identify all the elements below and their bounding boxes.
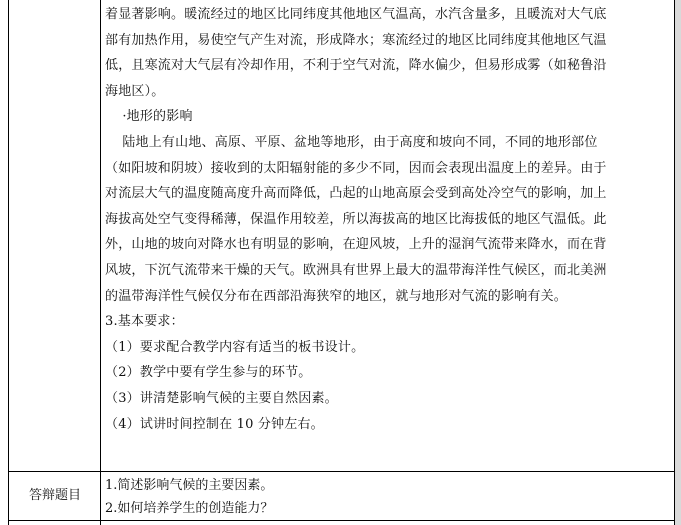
requirements-heading: 3.基本要求： xyxy=(105,314,184,330)
content-line: 海拔高处空气变得稀薄，保温作用较差，所以海拔高的地区比海拔低的地区气温低。此 xyxy=(105,211,607,227)
requirement-item: （4）试讲时间控制在 10 分钟左右。 xyxy=(105,416,324,432)
content-line: 的温带海洋性气候仅分布在西部沿海狭窄的地区，就与地形对气流的影响有关。 xyxy=(105,288,568,304)
requirement-item: （3）讲清楚影响气候的主要自然因素。 xyxy=(105,390,338,406)
content-line: 陆地上有山地、高原、平原、盆地等地形，由于高度和坡向不同，不同的地形部位 xyxy=(105,134,598,150)
content-line: 对流层大气的温度随高度升高而降低，凸起的山地高原会受到高处冷空气的影响，加上 xyxy=(105,186,607,202)
defense-question: 2.如何培养学生的创造能力？ xyxy=(105,501,274,516)
content-line: 低，且寒流对大气层有冷却作用，不利于空气对流，降水偏少，但易形成雾（如秘鲁沿 xyxy=(105,58,607,74)
content-line: 风坡，下沉气流带来干燥的天气。欧洲具有世界上最大的温带海洋性气候区，而北美洲 xyxy=(105,262,607,278)
table-border-left xyxy=(8,0,9,525)
requirement-item: （2）教学中要有学生参与的环节。 xyxy=(105,365,312,381)
requirement-item: （1）要求配合教学内容有适当的板书设计。 xyxy=(105,339,365,355)
content-line: 着显著影响。暖流经过的地区比同纬度其他地区气温高，水汽含量多，且暖流对大气底 xyxy=(105,7,607,22)
table-border-bottom xyxy=(8,520,675,521)
page-edge xyxy=(675,0,681,525)
content-line: 海地区）。 xyxy=(105,83,165,99)
table-border-middle xyxy=(100,0,101,525)
section-heading: ·地形的影响 xyxy=(105,109,193,125)
content-line: 部有加热作用，易使空气产生对流，形成降水；寒流经过的地区比同纬度其他地区气温 xyxy=(105,32,607,48)
content-line: 外，山地的坡向对降水也有明显的影响，在迎风坡，上升的湿润气流带来降水，而在背 xyxy=(105,237,607,253)
content-line: （如阳坡和阴坡）接收到的太阳辐射能的多少不同，因而会表现出温度上的差异。由于 xyxy=(105,160,607,176)
defense-question: 1.简述影响气候的主要因素。 xyxy=(105,478,274,493)
table-row-divider xyxy=(8,471,675,472)
content-cell xyxy=(105,2,673,437)
defense-label: 答辩题目 xyxy=(28,488,81,503)
